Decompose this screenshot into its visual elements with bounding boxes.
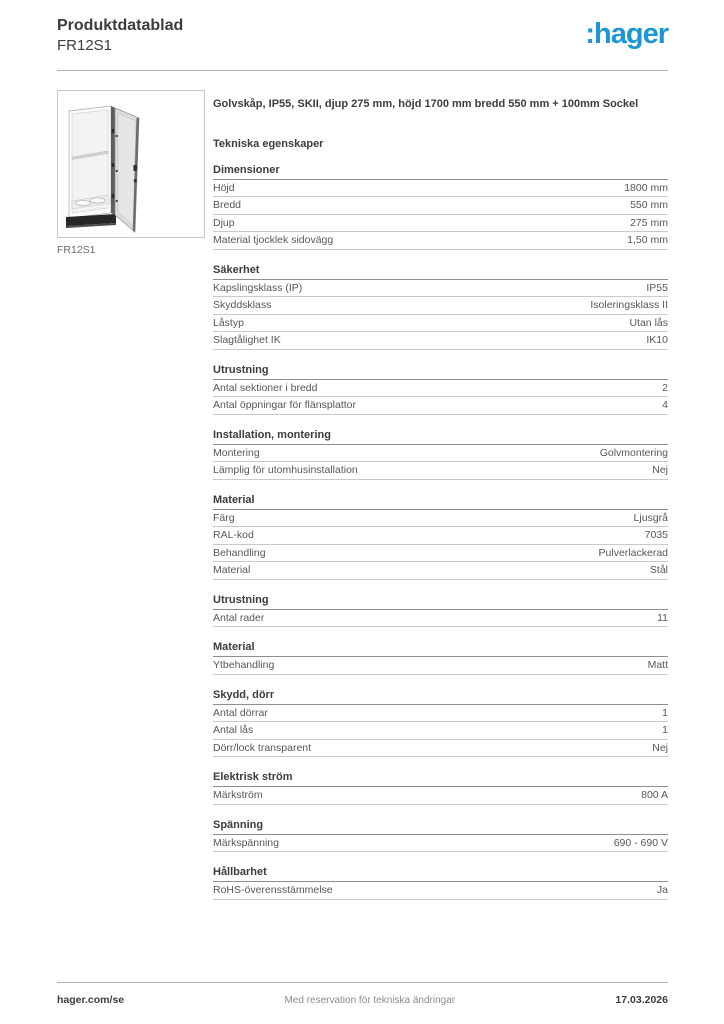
- footer-row: [57, 994, 668, 1006]
- spec-label: Antal dörrar: [213, 706, 268, 719]
- spec-row: [213, 610, 668, 628]
- spec-value: Matt: [647, 659, 668, 672]
- header-divider: [57, 70, 668, 71]
- spec-row: [213, 280, 668, 298]
- spec-label: Kapslingsklass (IP): [213, 281, 303, 294]
- spec-value: Utan lås: [629, 316, 668, 329]
- spec-row: [213, 787, 668, 805]
- spec-value: Pulverlackerad: [598, 546, 668, 559]
- spec-label: Ytbehandling: [213, 659, 275, 672]
- footer-date: 17.03.2026: [615, 994, 668, 1006]
- hager-logo: :hager: [585, 18, 668, 50]
- spec-row: [213, 882, 668, 900]
- footer-disclaimer: Med reservation för tekniska ändringar: [284, 995, 456, 1006]
- footer-divider: [57, 982, 668, 983]
- spec-label: Antal rader: [213, 611, 265, 624]
- spec-value: 550 mm: [630, 199, 668, 212]
- spec-label: Märkspänning: [213, 836, 279, 849]
- spec-value: 4: [662, 399, 668, 412]
- product-image-box: [57, 90, 205, 238]
- spec-section-heading: Installation, montering: [213, 429, 668, 445]
- spec-row: [213, 527, 668, 545]
- spec-row: [213, 705, 668, 723]
- spec-row: [213, 215, 668, 233]
- spec-section: [213, 641, 668, 675]
- specs-title: Tekniska egenskaper: [213, 137, 324, 150]
- spec-value: 11: [657, 611, 668, 624]
- spec-row: [213, 297, 668, 315]
- spec-label: Antal öppningar för flänsplattor: [213, 399, 357, 412]
- spec-row: [213, 510, 668, 528]
- spec-row: [213, 835, 668, 853]
- product-code: FR12S1: [57, 37, 113, 54]
- spec-value: Stål: [649, 564, 668, 577]
- spec-section: [213, 819, 668, 853]
- image-caption: FR12S1: [57, 243, 96, 256]
- spec-row: [213, 462, 668, 480]
- spec-value: Nej: [652, 741, 668, 754]
- spec-value: 1,50 mm: [627, 234, 668, 247]
- spec-section-heading: Utrustning: [213, 364, 668, 380]
- footer: [57, 982, 668, 1006]
- spec-value: IK10: [646, 334, 668, 347]
- spec-label: Antal lås: [213, 724, 254, 737]
- spec-label: Skyddsklass: [213, 299, 272, 312]
- spec-row: [213, 740, 668, 758]
- product-description: Golvskåp, IP55, SKII, djup 275 mm, höjd 1700 mm bredd 550 mm + 100mm Sockel: [213, 97, 639, 110]
- spec-value: 1800 mm: [624, 181, 668, 194]
- spec-section: [213, 689, 668, 758]
- spec-label: Bredd: [213, 199, 242, 212]
- spec-label: Låstyp: [213, 316, 244, 329]
- spec-section-heading: Skydd, dörr: [213, 689, 668, 705]
- spec-label: Märkström: [213, 789, 263, 802]
- main-content: [57, 90, 668, 900]
- spec-row: [213, 445, 668, 463]
- spec-section-heading: Spänning: [213, 819, 668, 835]
- spec-value: IP55: [646, 281, 668, 294]
- spec-section: [213, 494, 668, 580]
- spec-section-heading: Elektrisk ström: [213, 771, 668, 787]
- spec-label: Behandling: [213, 546, 266, 559]
- spec-label: Lämplig för utomhusinstallation: [213, 464, 358, 477]
- spec-row: [213, 397, 668, 415]
- spec-label: Färg: [213, 511, 235, 524]
- specs-column: [213, 90, 668, 900]
- spec-row: [213, 197, 668, 215]
- spec-row: [213, 232, 668, 250]
- spec-row: [213, 180, 668, 198]
- title-block: [57, 16, 183, 56]
- spec-label: Djup: [213, 216, 235, 229]
- spec-section: [213, 429, 668, 480]
- spec-value: 275 mm: [630, 216, 668, 229]
- header: [57, 16, 668, 56]
- spec-value: 1: [662, 706, 668, 719]
- spec-value: 690 - 690 V: [613, 836, 668, 849]
- spec-section: [213, 164, 668, 250]
- spec-label: Slagtålighet IK: [213, 334, 281, 347]
- spec-label: Dörr/lock transparent: [213, 741, 312, 754]
- spec-section-heading: Utrustning: [213, 594, 668, 610]
- spec-value: 7035: [644, 529, 668, 542]
- spec-section: [213, 866, 668, 900]
- spec-value: Ja: [656, 884, 668, 897]
- spec-value: Ljusgrå: [633, 511, 668, 524]
- spec-row: [213, 722, 668, 740]
- spec-row: [213, 315, 668, 333]
- spec-value: Golvmontering: [599, 446, 668, 459]
- spec-section: [213, 771, 668, 805]
- spec-label: Montering: [213, 446, 260, 459]
- spec-label: Material: [213, 564, 251, 577]
- spec-label: Material tjocklek sidovägg: [213, 234, 334, 247]
- doc-title: Produktdatablad: [57, 17, 184, 34]
- spec-label: RAL-kod: [213, 529, 254, 542]
- spec-row: [213, 545, 668, 563]
- spec-value: 1: [662, 724, 668, 737]
- spec-section: [213, 264, 668, 350]
- spec-row: [213, 380, 668, 398]
- spec-value: 800 A: [641, 789, 668, 802]
- product-image-column: [57, 90, 205, 900]
- spec-label: Höjd: [213, 181, 235, 194]
- spec-label: Antal sektioner i bredd: [213, 381, 318, 394]
- cabinet-illustration: [58, 91, 204, 237]
- spec-value: Nej: [652, 464, 668, 477]
- spec-section-heading: Material: [213, 494, 668, 510]
- spec-label: RoHS-överensstämmelse: [213, 884, 333, 897]
- spec-section-heading: Säkerhet: [213, 264, 668, 280]
- spec-value: Isoleringsklass II: [590, 299, 668, 312]
- spec-value: 2: [662, 381, 668, 394]
- spec-section-heading: Hållbarhet: [213, 866, 668, 882]
- spec-row: [213, 562, 668, 580]
- footer-site: hager.com/se: [57, 994, 125, 1006]
- spec-section: [213, 364, 668, 415]
- spec-section: [213, 594, 668, 628]
- spec-sections: [213, 164, 668, 900]
- spec-row: [213, 657, 668, 675]
- spec-section-heading: Material: [213, 641, 668, 657]
- spec-row: [213, 332, 668, 350]
- spec-section-heading: Dimensioner: [213, 164, 668, 180]
